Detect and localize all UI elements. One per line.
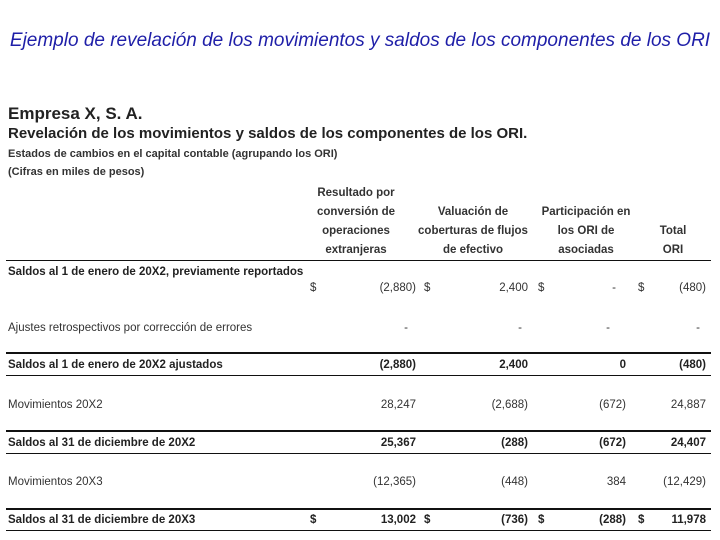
statement-subtitle: Estados de cambios en el capital contable (agrupando los ORI) [8, 148, 338, 160]
value-cell: - [606, 322, 610, 334]
currency-symbol: $ [424, 514, 431, 526]
row-rule [6, 430, 711, 432]
value-cell: (2,688) [491, 399, 528, 411]
row-label: Saldos al 1 de enero de 20X2, previamente reportados [8, 266, 304, 278]
statement-title: Revelación de los movimientos y saldos de los componentes de los ORI. [8, 125, 528, 142]
row-rule [6, 453, 711, 454]
value-cell: 384 [606, 476, 626, 488]
value-cell: (12,365) [373, 476, 416, 488]
value-cell: - [518, 322, 522, 334]
value-cell: 25,367 [380, 437, 416, 449]
row-label: Movimientos 20X3 [8, 476, 103, 488]
value-cell: (672) [599, 399, 626, 411]
row-label: Saldos al 31 de diciembre de 20X3 [8, 514, 196, 526]
financial-statement [6, 100, 716, 540]
value-cell: 13,002 [380, 514, 416, 526]
figures-unit-note: (Cifras en miles de pesos) [8, 166, 145, 178]
value-cell: 28,247 [380, 399, 416, 411]
currency-symbol: $ [538, 282, 545, 294]
value-cell: (736) [501, 514, 528, 526]
currency-symbol: $ [424, 282, 431, 294]
row-label: Movimientos 20X2 [8, 399, 103, 411]
currency-symbol: $ [310, 514, 317, 526]
row-rule [6, 508, 711, 510]
column-header-coberturas: Valuación de coberturas de flujos de efectivo [418, 206, 528, 256]
value-cell: (288) [501, 437, 528, 449]
column-header-total: Total ORI [659, 225, 687, 256]
value-cell: (480) [679, 282, 706, 294]
value-cell: (288) [599, 514, 626, 526]
currency-symbol: $ [638, 282, 645, 294]
company-name: Empresa X, S. A. [8, 104, 143, 123]
value-cell: 2,400 [499, 282, 528, 294]
column-header-conversion: Resultado por conversión de operaciones extranjeras [317, 187, 395, 256]
value-cell: - [696, 322, 700, 334]
value-cell: - [404, 322, 408, 334]
row-label: Saldos al 31 de diciembre de 20X2 [8, 437, 196, 449]
value-cell: (2,880) [379, 282, 416, 294]
row-label: Saldos al 1 de enero de 20X2 ajustados [8, 359, 223, 371]
header-rule [6, 260, 711, 261]
row-rule [6, 375, 711, 376]
value-cell: 11,978 [671, 514, 706, 526]
row-rule [6, 530, 711, 531]
value-cell: (2,880) [379, 359, 416, 371]
row-label: Ajustes retrospectivos por corrección de errores [8, 322, 253, 334]
value-cell: 24,887 [670, 399, 706, 411]
value-cell: (672) [599, 437, 626, 449]
value-cell: 24,407 [670, 437, 706, 449]
slide-title: Ejemplo de revelación de los movimientos y saldos de los componentes de los ORI [9, 30, 711, 51]
currency-symbol: $ [310, 282, 317, 294]
value-cell: 0 [619, 359, 626, 371]
currency-symbol: $ [638, 514, 645, 526]
value-cell: 2,400 [499, 359, 528, 371]
value-cell: - [612, 282, 616, 294]
value-cell: (448) [501, 476, 528, 488]
row-rule [6, 352, 711, 354]
column-header-participacion: Participación en los ORI de asociadas [541, 206, 631, 256]
currency-symbol: $ [538, 514, 545, 526]
value-cell: (12,429) [663, 476, 706, 488]
value-cell: (480) [679, 359, 706, 371]
